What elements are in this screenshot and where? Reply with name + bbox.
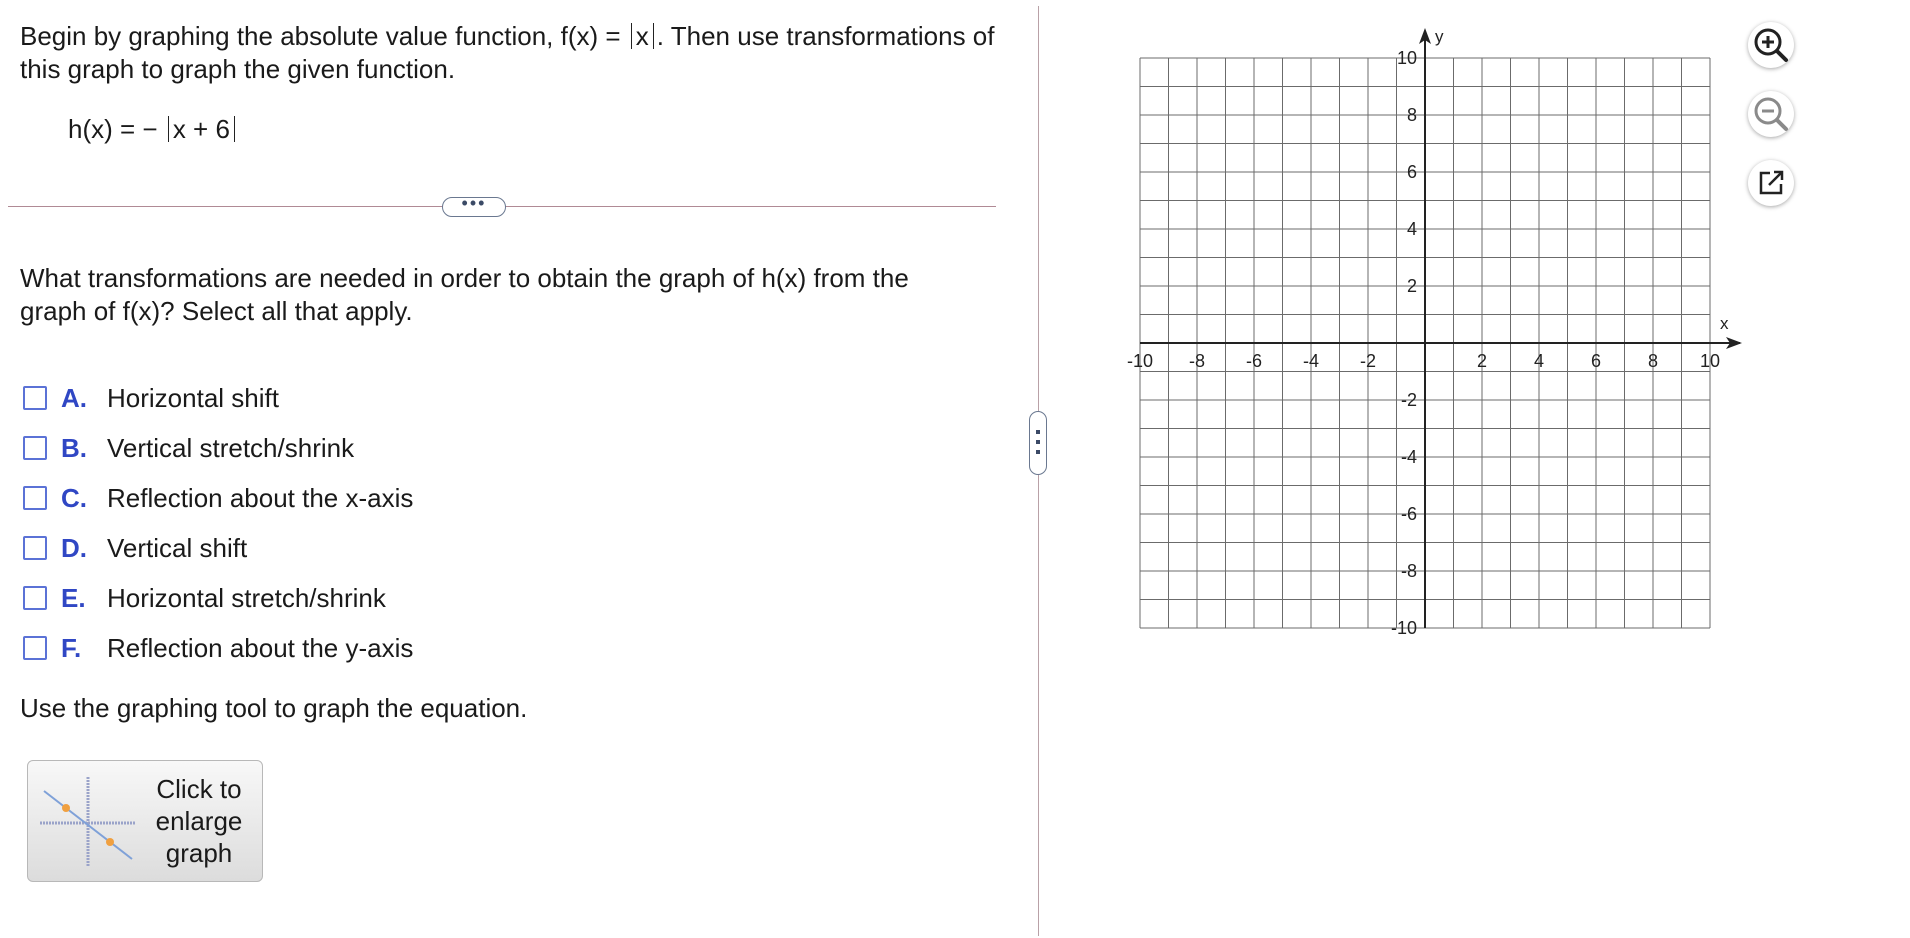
pop-out-icon — [1748, 160, 1794, 206]
choice-letter: F. — [61, 632, 82, 663]
zoom-in-button[interactable] — [1748, 22, 1794, 68]
x-tick-label: 4 — [1533, 351, 1545, 371]
checkbox[interactable] — [23, 386, 47, 410]
x-tick-label: 8 — [1647, 351, 1659, 371]
choice-letter: C. — [61, 482, 87, 513]
zoom-out-button[interactable] — [1748, 91, 1794, 137]
checkbox[interactable] — [23, 536, 47, 560]
question-intro — [20, 20, 1010, 86]
expand-more-button[interactable]: ••• — [442, 197, 506, 217]
choice-b[interactable] — [23, 423, 413, 473]
splitter-handle[interactable] — [1029, 411, 1047, 475]
zoom-in-icon — [1748, 22, 1794, 68]
y-tick-label: -10 — [1390, 618, 1417, 638]
choice-c[interactable] — [23, 473, 413, 523]
choice-letter: D. — [61, 532, 87, 563]
x-tick-label: 6 — [1590, 351, 1602, 371]
function-lhs: h(x) = − — [68, 114, 165, 144]
y-tick-label: 10 — [1396, 48, 1417, 68]
checkbox[interactable] — [23, 436, 47, 460]
x-tick-label: 10 — [1699, 351, 1721, 371]
enlarge-label — [144, 773, 254, 869]
function-abs: x + 6 — [168, 116, 235, 142]
x-tick-label: 2 — [1476, 351, 1488, 371]
y-tick-label: -8 — [1400, 561, 1417, 581]
pop-out-button[interactable] — [1748, 160, 1794, 206]
choice-label: Reflection about the x-axis — [107, 482, 414, 513]
choice-letter: B. — [61, 432, 87, 463]
enlarge-graph-button[interactable] — [27, 760, 263, 882]
choice-label: Vertical stretch/shrink — [107, 432, 355, 463]
choice-d[interactable] — [23, 523, 413, 573]
checkbox[interactable] — [23, 586, 47, 610]
enlarge-label-line: graph — [165, 838, 233, 868]
y-tick-label: -2 — [1400, 390, 1417, 410]
y-tick-label: 4 — [1406, 219, 1417, 239]
x-tick-label: -6 — [1245, 351, 1263, 371]
handle-dot — [1036, 440, 1040, 444]
coordinate-graph[interactable] — [1100, 18, 1760, 658]
choice-letter: A. — [61, 382, 87, 413]
enlarge-label-line: Click to — [156, 774, 242, 804]
choice-label: Reflection about the y-axis — [107, 632, 414, 663]
abs-x: x — [631, 23, 654, 49]
zoom-out-icon — [1748, 91, 1794, 137]
checkbox[interactable] — [23, 486, 47, 510]
intro-text-end: . Then use transformations of this graph to graph the given function. — [20, 21, 995, 84]
x-tick-label: -10 — [1126, 351, 1154, 371]
choice-label: Vertical shift — [107, 532, 248, 563]
choice-letter: E. — [61, 582, 86, 613]
given-function — [68, 114, 238, 145]
intro-text: Begin by graphing the absolute value function, f(x) = — [20, 21, 628, 51]
graph-thumbnail-icon — [38, 773, 138, 871]
choice-f[interactable] — [23, 623, 413, 673]
choice-a[interactable] — [23, 373, 413, 423]
handle-dot — [1036, 450, 1040, 454]
checkbox[interactable] — [23, 636, 47, 660]
x-axis-label: x — [1720, 314, 1729, 333]
y-tick-label: 8 — [1406, 105, 1417, 125]
enlarge-label-line: enlarge — [155, 806, 243, 836]
x-tick-label: -2 — [1359, 351, 1377, 371]
sub-question: What transformations are needed in order to obtain the graph of h(x) from the graph of f(x)? Select all that apply. — [20, 263, 909, 326]
choices-list — [23, 373, 413, 673]
y-tick-label: -6 — [1400, 504, 1417, 524]
y-tick-label: 2 — [1406, 276, 1417, 296]
x-tick-label: -8 — [1188, 351, 1206, 371]
choice-e[interactable] — [23, 573, 413, 623]
y-tick-label: -4 — [1400, 447, 1417, 467]
handle-dot — [1036, 430, 1040, 434]
y-tick-label: 6 — [1406, 162, 1417, 182]
y-axis-label: y — [1435, 27, 1444, 46]
choice-label: Horizontal shift — [107, 382, 279, 413]
choice-label: Horizontal stretch/shrink — [107, 582, 386, 613]
x-tick-label: -4 — [1302, 351, 1320, 371]
graph-instruction: Use the graphing tool to graph the equation. — [20, 693, 528, 723]
